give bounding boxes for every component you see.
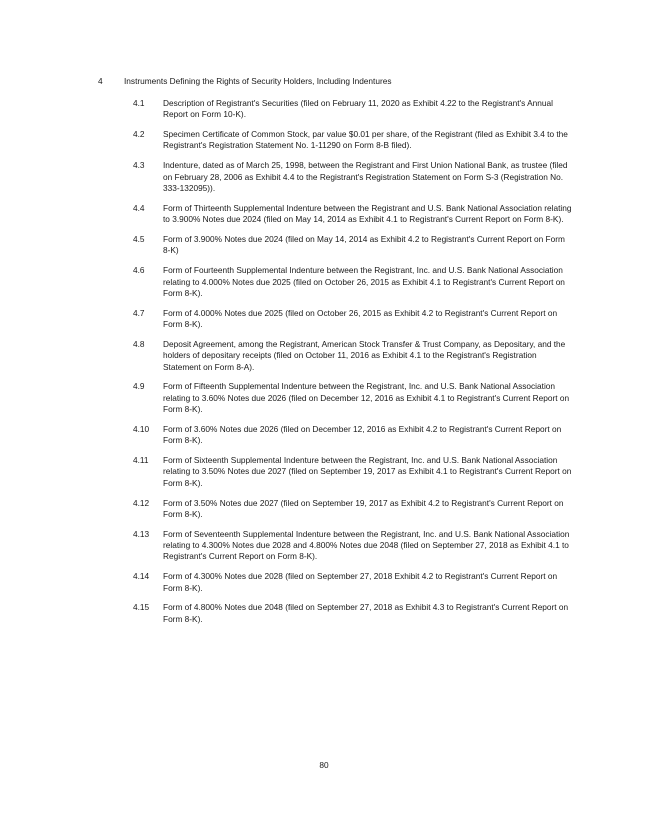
exhibit-number: 4.13 <box>133 528 150 539</box>
section-title: Instruments Defining the Rights of Security Holders, Including Indentures <box>124 76 392 86</box>
exhibit-item <box>133 339 573 373</box>
exhibit-number: 4.5 <box>133 234 145 245</box>
exhibit-number: 4.8 <box>133 338 145 349</box>
exhibit-number: 4.7 <box>133 307 145 318</box>
exhibit-item <box>133 160 573 194</box>
exhibit-item <box>133 129 573 152</box>
exhibit-description: Form of Fourteenth Supplemental Indenture between the Registrant, Inc. and U.S. Bank National Association relating to 4.000% Notes due 2025 (filed on October 26, 2015 as Exhibit 4.1 to Registrant's Current Report on Form 8-K). <box>163 265 565 298</box>
exhibit-item <box>133 234 573 257</box>
exhibit-item <box>133 424 573 447</box>
exhibit-item <box>133 203 573 226</box>
exhibit-item <box>133 308 573 331</box>
exhibit-item <box>133 498 573 521</box>
exhibit-description: Indenture, dated as of March 25, 1998, between the Registrant and First Union National Bank, as trustee (filed on February 28, 2006 as Exhibit 4.4 to the Registrant's Registration Statement on Form S-3 (Registration No. 333-132095)). <box>163 160 568 193</box>
exhibit-item <box>133 529 573 563</box>
exhibit-description: Form of 3.60% Notes due 2026 (filed on December 12, 2016 as Exhibit 4.2 to Registrant's Current Report on Form 8-K). <box>163 423 562 446</box>
exhibit-item <box>133 381 573 415</box>
exhibit-description: Form of 3.50% Notes due 2027 (filed on September 19, 2017 as Exhibit 4.2 to Registrant's Current Report on Form 8-K). <box>163 497 564 519</box>
exhibit-description: Form of 4.300% Notes due 2028 (filed on September 27, 2018 Exhibit 4.2 to Registrant's Current Report on Form 8-K). <box>163 571 558 593</box>
exhibit-item <box>133 602 573 625</box>
exhibit-number: 4.14 <box>133 571 150 582</box>
page-number: 80 <box>319 760 329 770</box>
exhibit-number: 4.15 <box>133 602 150 613</box>
exhibit-number: 4.6 <box>133 265 145 276</box>
exhibit-description: Form of Sixteenth Supplemental Indenture between the Registrant, Inc. and U.S. Bank National Association relating to 3.50% Notes due 2027 (filed on September 19, 2017 as Exhibit 4.1 to Registrant's Current Report on Form 8-K). <box>163 455 572 488</box>
exhibit-description: Deposit Agreement, among the Registrant, American Stock Transfer & Trust Company, as Depositary, and the holders of depositary receipts (filed on October 11, 2016 as Exhibit 4.1 to the Registrant's Registration Statement on Form 8-A). <box>163 338 566 372</box>
exhibit-item <box>133 571 573 594</box>
exhibit-number: 4.12 <box>133 497 150 508</box>
exhibit-description: Description of Registrant's Securities (filed on February 11, 2020 as Exhibit 4.22 to the Registrant's Annual Report on Form 10-K). <box>163 98 553 120</box>
exhibit-number: 4.4 <box>133 202 145 213</box>
exhibit-description: Form of 4.000% Notes due 2025 (filed on October 26, 2015 as Exhibit 4.2 to Registrant's Current Report on Form 8-K). <box>163 307 558 330</box>
section-number: 4 <box>98 76 103 86</box>
exhibit-item <box>133 98 573 121</box>
section-heading <box>98 76 578 87</box>
exhibit-description: Form of 4.800% Notes due 2048 (filed on September 27, 2018 as Exhibit 4.3 to Registrant's Current Report on Form 8-K). <box>163 602 569 624</box>
exhibit-item <box>133 265 573 299</box>
exhibit-description: Specimen Certificate of Common Stock, par value $0.01 per share, of the Registrant (filed as Exhibit 3.4 to the Registrant's Registration Statement No. 1-11290 on Form 8-B filed). <box>163 129 568 151</box>
exhibit-number: 4.9 <box>133 381 145 392</box>
exhibit-description: Form of 3.900% Notes due 2024 (filed on May 14, 2014 as Exhibit 4.2 to Registrant's Current Report on Form 8-K) <box>163 234 565 256</box>
exhibit-number: 4.1 <box>133 98 145 108</box>
exhibit-item <box>133 455 573 489</box>
exhibit-description: Form of Seventeenth Supplemental Indenture between the Registrant, Inc. and U.S. Bank National Association relating to 4.300% Notes due 2028 and 4.800% Notes due 2048 (filed on September 27, 2018 as Exhibit 4.1 to Registrant's Current Report on Form 8-K). <box>163 528 570 562</box>
exhibit-description: Form of Fifteenth Supplemental Indenture between the Registrant, Inc. and U.S. Bank National Association relating to 3.60% Notes due 2026 (filed on December 12, 2016 as Exhibit 4.1 to Registrant's Current Report on Form 8-K). <box>163 381 570 414</box>
exhibit-number: 4.11 <box>133 455 149 466</box>
exhibit-description: Form of Thirteenth Supplemental Indenture between the Registrant and U.S. Bank National Association relating to 3.900% Notes due 2024 (filed on May 14, 2014 as Exhibit 4.1 to Registrant's Current Report on Form 8-K). <box>163 202 572 225</box>
exhibit-number: 4.10 <box>133 423 150 434</box>
exhibit-list <box>133 98 573 634</box>
exhibit-number: 4.3 <box>133 160 145 171</box>
exhibit-number: 4.2 <box>133 129 145 140</box>
